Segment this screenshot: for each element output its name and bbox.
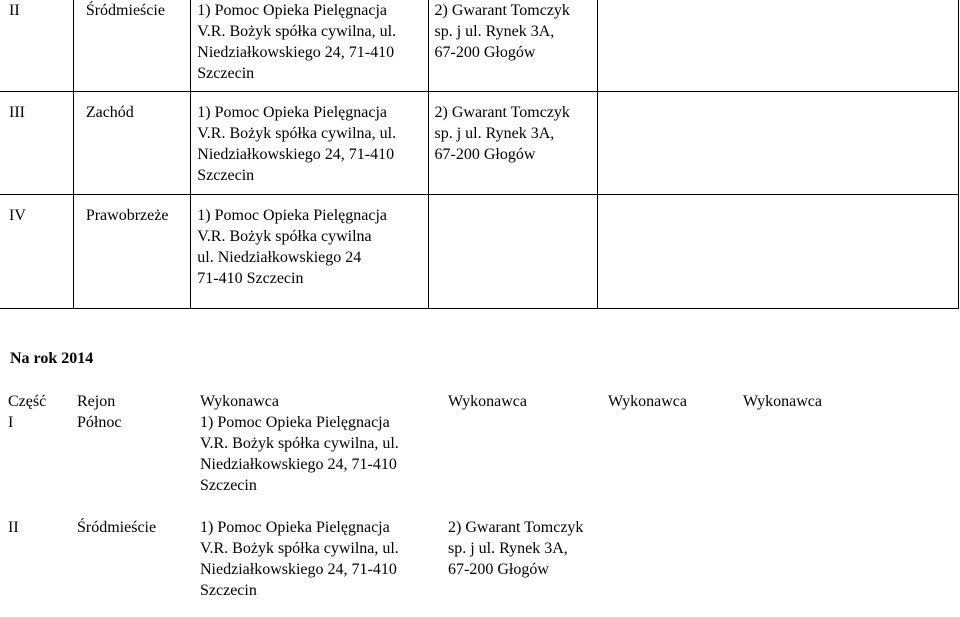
table-row xyxy=(8,517,958,601)
part-cell: I xyxy=(8,414,14,431)
table-row xyxy=(0,195,959,309)
header-contractor-3: Wykonawca xyxy=(608,393,687,410)
table-header-row xyxy=(8,391,958,412)
contractor2-cell xyxy=(428,195,597,309)
table-row xyxy=(8,412,958,517)
contractor2-cell: 2) Gwarant Tomczyk sp. j ul. Rynek 3A, 67-200 Głogów xyxy=(428,0,597,92)
contractor2-cell: 2) Gwarant Tomczyk sp. j ul. Rynek 3A, 67-200 Głogów xyxy=(448,519,584,578)
contractor2-cell: 2) Gwarant Tomczyk sp. j ul. Rynek 3A, 67-200 Głogów xyxy=(428,92,597,195)
contractor1-cell: 1) Pomoc Opieka Pielęgnacja V.R. Bożyk spółka cywilna, ul. Niedziałkowskiego 24, 71-410 Szczecin xyxy=(200,414,399,494)
contractor1-cell: 1) Pomoc Opieka Pielęgnacja V.R. Bożyk spółka cywilna ul. Niedziałkowskiego 24 71-410 Szczecin xyxy=(191,195,428,309)
empty-cell xyxy=(597,92,958,195)
contractor1-cell: 1) Pomoc Opieka Pielęgnacja V.R. Bożyk spółka cywilna, ul. Niedziałkowskiego 24, 71-410 Szczecin xyxy=(191,0,428,92)
region-cell: Zachód xyxy=(73,92,190,195)
empty-cell xyxy=(597,0,958,92)
section-heading: Na rok 2014 xyxy=(10,350,94,367)
header-part: Część xyxy=(8,393,47,410)
empty-cell xyxy=(608,517,743,601)
table-row xyxy=(0,0,959,92)
table-row xyxy=(0,92,959,195)
contractor1-cell: 1) Pomoc Opieka Pielęgnacja V.R. Bożyk spółka cywilna, ul. Niedziałkowskiego 24, 71-410 Szczecin xyxy=(200,519,399,599)
part-cell: IV xyxy=(0,195,73,309)
region-cell: Śródmieście xyxy=(73,0,190,92)
part-cell: III xyxy=(0,92,73,195)
bottom-table xyxy=(8,391,958,601)
empty-cell xyxy=(743,517,958,601)
region-cell: Śródmieście xyxy=(77,519,157,536)
region-cell: Prawobrzeże xyxy=(73,195,190,309)
header-contractor-2: Wykonawca xyxy=(448,393,527,410)
empty-cell xyxy=(597,195,958,309)
contractor1-cell: 1) Pomoc Opieka Pielęgnacja V.R. Bożyk spółka cywilna, ul. Niedziałkowskiego 24, 71-410 Szczecin xyxy=(191,92,428,195)
empty-cell xyxy=(743,412,958,517)
header-contractor-1: Wykonawca xyxy=(200,393,279,410)
empty-cell xyxy=(608,412,743,517)
part-cell: II xyxy=(8,519,19,536)
contractor2-cell xyxy=(448,412,608,517)
region-cell: Północ xyxy=(77,414,122,431)
part-cell: II xyxy=(0,0,73,92)
header-contractor-4: Wykonawca xyxy=(743,393,822,410)
header-region: Rejon xyxy=(77,393,116,410)
